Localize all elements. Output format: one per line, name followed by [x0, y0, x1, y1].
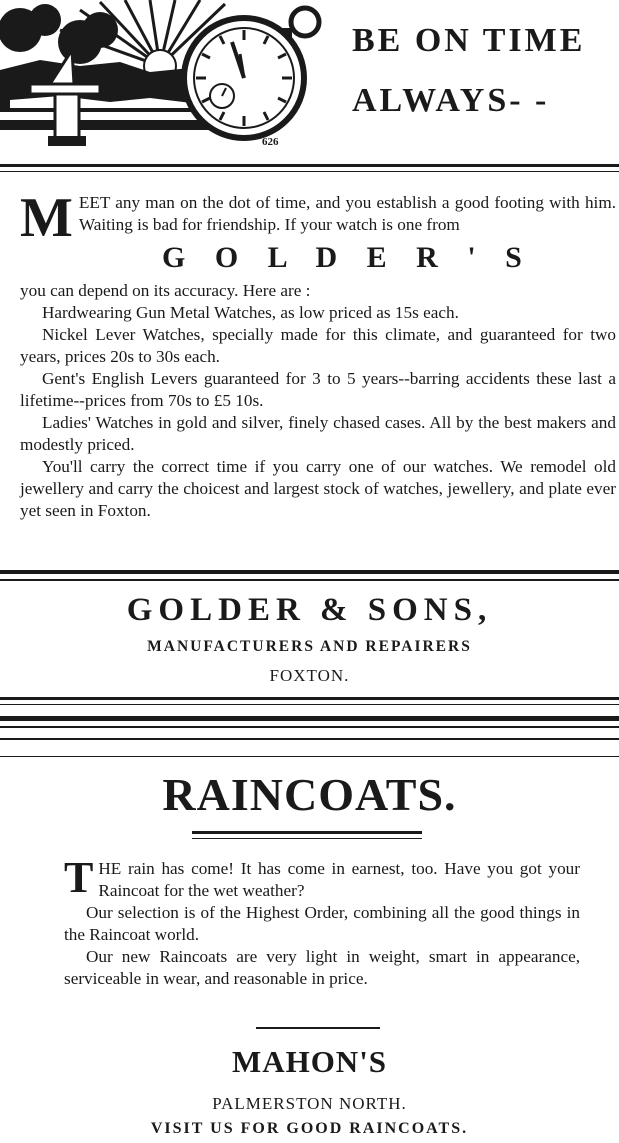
title-underline: [192, 838, 422, 839]
list-item: You'll carry the correct time if you carry one of our watches. We remodel old jewellery and carry the choicest and largest stock of watches, jewellery, and plate ever yet seen in Foxton.: [20, 457, 616, 520]
divider-rule: [0, 570, 619, 574]
rain-paragraph: HE rain has come! It has come in earnest, too. Have you got your Raincoat for the wet weather?: [98, 859, 580, 900]
town-palmerston-north: PALMERSTON NORTH.: [212, 1094, 407, 1113]
divider-rule: [0, 704, 619, 705]
intro-paragraph: EET any man on the dot of time, and you establish a good footing with him. Waiting is bad for friendship. If your watch is one from: [78, 193, 616, 234]
divider-rule: [0, 716, 619, 721]
divider-rule: [0, 756, 619, 757]
dropcap: M: [20, 187, 73, 249]
town-foxton: FOXTON.: [269, 666, 350, 685]
clock-sunrise-illustration: [0, 0, 340, 155]
list-item: Hardwearing Gun Metal Watches, as low priced as 15s each.: [42, 303, 459, 322]
headline-be-on-time: BE ON TIME: [352, 22, 586, 59]
headline-always: ALWAYS- -: [352, 82, 550, 119]
raincoats-title: RAINCOATS.: [162, 769, 457, 820]
list-item: Gent's English Levers guaranteed for 3 to 5 years--barring accidents these last a lifetime--prices from 70s to £5 10s.: [20, 369, 616, 410]
raincoat-ad-body: [64, 853, 580, 990]
watch-ad-body: [20, 187, 616, 522]
list-item: Nickel Lever Watches, specially made for this climate, and guaranteed for two years, prices 20s to 30s each.: [20, 325, 616, 366]
title-underline: [192, 831, 422, 834]
shop-name-golders: G O L D E R ' S: [161, 241, 533, 274]
list-item: Ladies' Watches in gold and silver, finely chased cases. All by the best makers and modestly priced.: [20, 413, 616, 454]
short-divider: [256, 1027, 380, 1029]
illustration-mark: 626: [262, 136, 279, 148]
rain-paragraph: Our selection is of the Highest Order, combining all the good things in the Raincoat world.: [64, 903, 580, 944]
dropcap: T: [64, 853, 94, 902]
divider-rule: [0, 171, 619, 172]
divider-rule: [0, 738, 619, 740]
rain-paragraph: Our new Raincoats are very light in weight, smart in appearance, serviceable in wear, and reasonable in price.: [64, 947, 580, 988]
golder-and-sons-title: GOLDER & SONS,: [126, 592, 493, 628]
manufacturers-line: MANUFACTURERS AND REPAIRERS: [147, 638, 472, 655]
slogan-visit-us: VISIT US FOR GOOD RAINCOATS.: [150, 1120, 469, 1137]
accuracy-line: you can depend on its accuracy. Here are :: [20, 281, 311, 300]
divider-rule: [0, 697, 619, 700]
shop-name-mahons: MAHON'S: [231, 1044, 388, 1079]
divider-rule: [0, 164, 619, 167]
divider-rule: [0, 579, 619, 581]
divider-rule: [0, 726, 619, 728]
